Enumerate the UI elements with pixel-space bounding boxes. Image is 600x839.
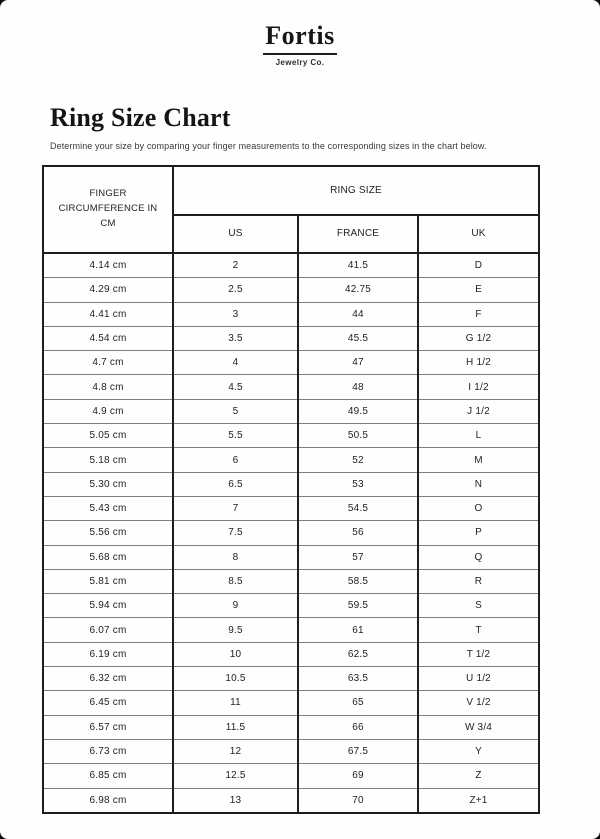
table-cell: D: [418, 253, 539, 278]
table-cell: 62.5: [298, 642, 418, 666]
table-row: [43, 448, 539, 472]
table-cell: 4.54 cm: [43, 326, 173, 350]
table-row: [43, 253, 539, 278]
table-cell: 65: [298, 691, 418, 715]
table-cell: 4.7 cm: [43, 351, 173, 375]
table-cell: 10: [173, 642, 298, 666]
table-cell: J 1/2: [418, 399, 539, 423]
table-cell: 4: [173, 351, 298, 375]
table-cell: 42.75: [298, 278, 418, 302]
table-cell: O: [418, 496, 539, 520]
table-cell: 5.56 cm: [43, 521, 173, 545]
table-cell: 5.43 cm: [43, 496, 173, 520]
table-cell: 4.5: [173, 375, 298, 399]
table-cell: 50.5: [298, 424, 418, 448]
table-cell: U 1/2: [418, 667, 539, 691]
table-cell: 6.73 cm: [43, 739, 173, 763]
table-cell: L: [418, 424, 539, 448]
table-cell: 7.5: [173, 521, 298, 545]
table-cell: 8.5: [173, 569, 298, 593]
ring-size-table: [42, 165, 540, 814]
table-row: [43, 496, 539, 520]
table-cell: 3.5: [173, 326, 298, 350]
table-cell: 4.9 cm: [43, 399, 173, 423]
table-cell: 6.32 cm: [43, 667, 173, 691]
table-cell: 59.5: [298, 594, 418, 618]
table-cell: 52: [298, 448, 418, 472]
table-body: [43, 253, 539, 813]
page-subtitle: Determine your size by comparing your finger measurements to the corresponding sizes in the chart below.: [50, 141, 487, 152]
table-cell: 8: [173, 545, 298, 569]
column-group-header-ring-size: RING SIZE: [173, 166, 539, 215]
table-cell: H 1/2: [418, 351, 539, 375]
table-cell: 5.30 cm: [43, 472, 173, 496]
table-row: [43, 764, 539, 788]
table-cell: 6.45 cm: [43, 691, 173, 715]
table-row: [43, 399, 539, 423]
table-group-header-row: [43, 166, 539, 215]
column-header-finger-circumference: FINGER CIRCUMFERENCE IN CM: [43, 166, 173, 253]
table-cell: I 1/2: [418, 375, 539, 399]
table-row: [43, 618, 539, 642]
table-cell: 7: [173, 496, 298, 520]
table-row: [43, 545, 539, 569]
table-cell: 6.98 cm: [43, 788, 173, 813]
column-header-france: FRANCE: [298, 215, 418, 253]
table-cell: 70: [298, 788, 418, 813]
table-cell: 58.5: [298, 569, 418, 593]
table-cell: 57: [298, 545, 418, 569]
table-cell: 48: [298, 375, 418, 399]
table-row: [43, 375, 539, 399]
table-cell: Z+1: [418, 788, 539, 813]
brand-tagline: Jewelry Co.: [275, 57, 325, 67]
table-row: [43, 472, 539, 496]
table-cell: 54.5: [298, 496, 418, 520]
table-cell: M: [418, 448, 539, 472]
table-cell: 5.5: [173, 424, 298, 448]
table-cell: 6.19 cm: [43, 642, 173, 666]
table-cell: P: [418, 521, 539, 545]
table-cell: 5.05 cm: [43, 424, 173, 448]
table-cell: T: [418, 618, 539, 642]
table-cell: W 3/4: [418, 715, 539, 739]
table-cell: 41.5: [298, 253, 418, 278]
table-cell: 4.41 cm: [43, 302, 173, 326]
table-cell: 53: [298, 472, 418, 496]
table-cell: 9: [173, 594, 298, 618]
table-row: [43, 351, 539, 375]
table-cell: F: [418, 302, 539, 326]
table-row: [43, 424, 539, 448]
table-cell: 6.07 cm: [43, 618, 173, 642]
table-cell: 12.5: [173, 764, 298, 788]
table-row: [43, 569, 539, 593]
table-row: [43, 691, 539, 715]
table-cell: 63.5: [298, 667, 418, 691]
table-cell: 47: [298, 351, 418, 375]
table-cell: 61: [298, 618, 418, 642]
table-cell: 45.5: [298, 326, 418, 350]
table-cell: 2: [173, 253, 298, 278]
table-row: [43, 739, 539, 763]
table-cell: 5: [173, 399, 298, 423]
table-cell: E: [418, 278, 539, 302]
table-cell: 5.81 cm: [43, 569, 173, 593]
table-cell: G 1/2: [418, 326, 539, 350]
table-cell: 10.5: [173, 667, 298, 691]
table-cell: 6.57 cm: [43, 715, 173, 739]
table-cell: 13: [173, 788, 298, 813]
table-cell: R: [418, 569, 539, 593]
table-row: [43, 521, 539, 545]
column-header-uk: UK: [418, 215, 539, 253]
table-row: [43, 667, 539, 691]
table-cell: 67.5: [298, 739, 418, 763]
table-cell: 69: [298, 764, 418, 788]
logo-divider: [263, 53, 337, 55]
page-title: Ring Size Chart: [50, 102, 231, 132]
table-cell: 5.94 cm: [43, 594, 173, 618]
table-cell: 49.5: [298, 399, 418, 423]
table-cell: 4.29 cm: [43, 278, 173, 302]
table-row: [43, 594, 539, 618]
table-cell: 5.18 cm: [43, 448, 173, 472]
table-cell: 11: [173, 691, 298, 715]
table-cell: Q: [418, 545, 539, 569]
table-cell: T 1/2: [418, 642, 539, 666]
table-cell: N: [418, 472, 539, 496]
column-header-us: US: [173, 215, 298, 253]
table-cell: Z: [418, 764, 539, 788]
table-cell: 12: [173, 739, 298, 763]
table-cell: 66: [298, 715, 418, 739]
brand-name: Fortis: [265, 21, 335, 50]
table-cell: 56: [298, 521, 418, 545]
table-cell: V 1/2: [418, 691, 539, 715]
table-row: [43, 326, 539, 350]
table-cell: 6.5: [173, 472, 298, 496]
table-cell: 11.5: [173, 715, 298, 739]
table-cell: 4.14 cm: [43, 253, 173, 278]
table-cell: 6: [173, 448, 298, 472]
table-cell: 4.8 cm: [43, 375, 173, 399]
table-cell: 3: [173, 302, 298, 326]
table-row: [43, 642, 539, 666]
table-cell: 9.5: [173, 618, 298, 642]
table-cell: S: [418, 594, 539, 618]
table-row: [43, 715, 539, 739]
table-row: [43, 278, 539, 302]
table-cell: 44: [298, 302, 418, 326]
table-cell: Y: [418, 739, 539, 763]
table-row: [43, 302, 539, 326]
table-cell: 5.68 cm: [43, 545, 173, 569]
table-cell: 6.85 cm: [43, 764, 173, 788]
table-cell: 2.5: [173, 278, 298, 302]
brand-logo: [0, 22, 600, 67]
table-row: [43, 788, 539, 813]
